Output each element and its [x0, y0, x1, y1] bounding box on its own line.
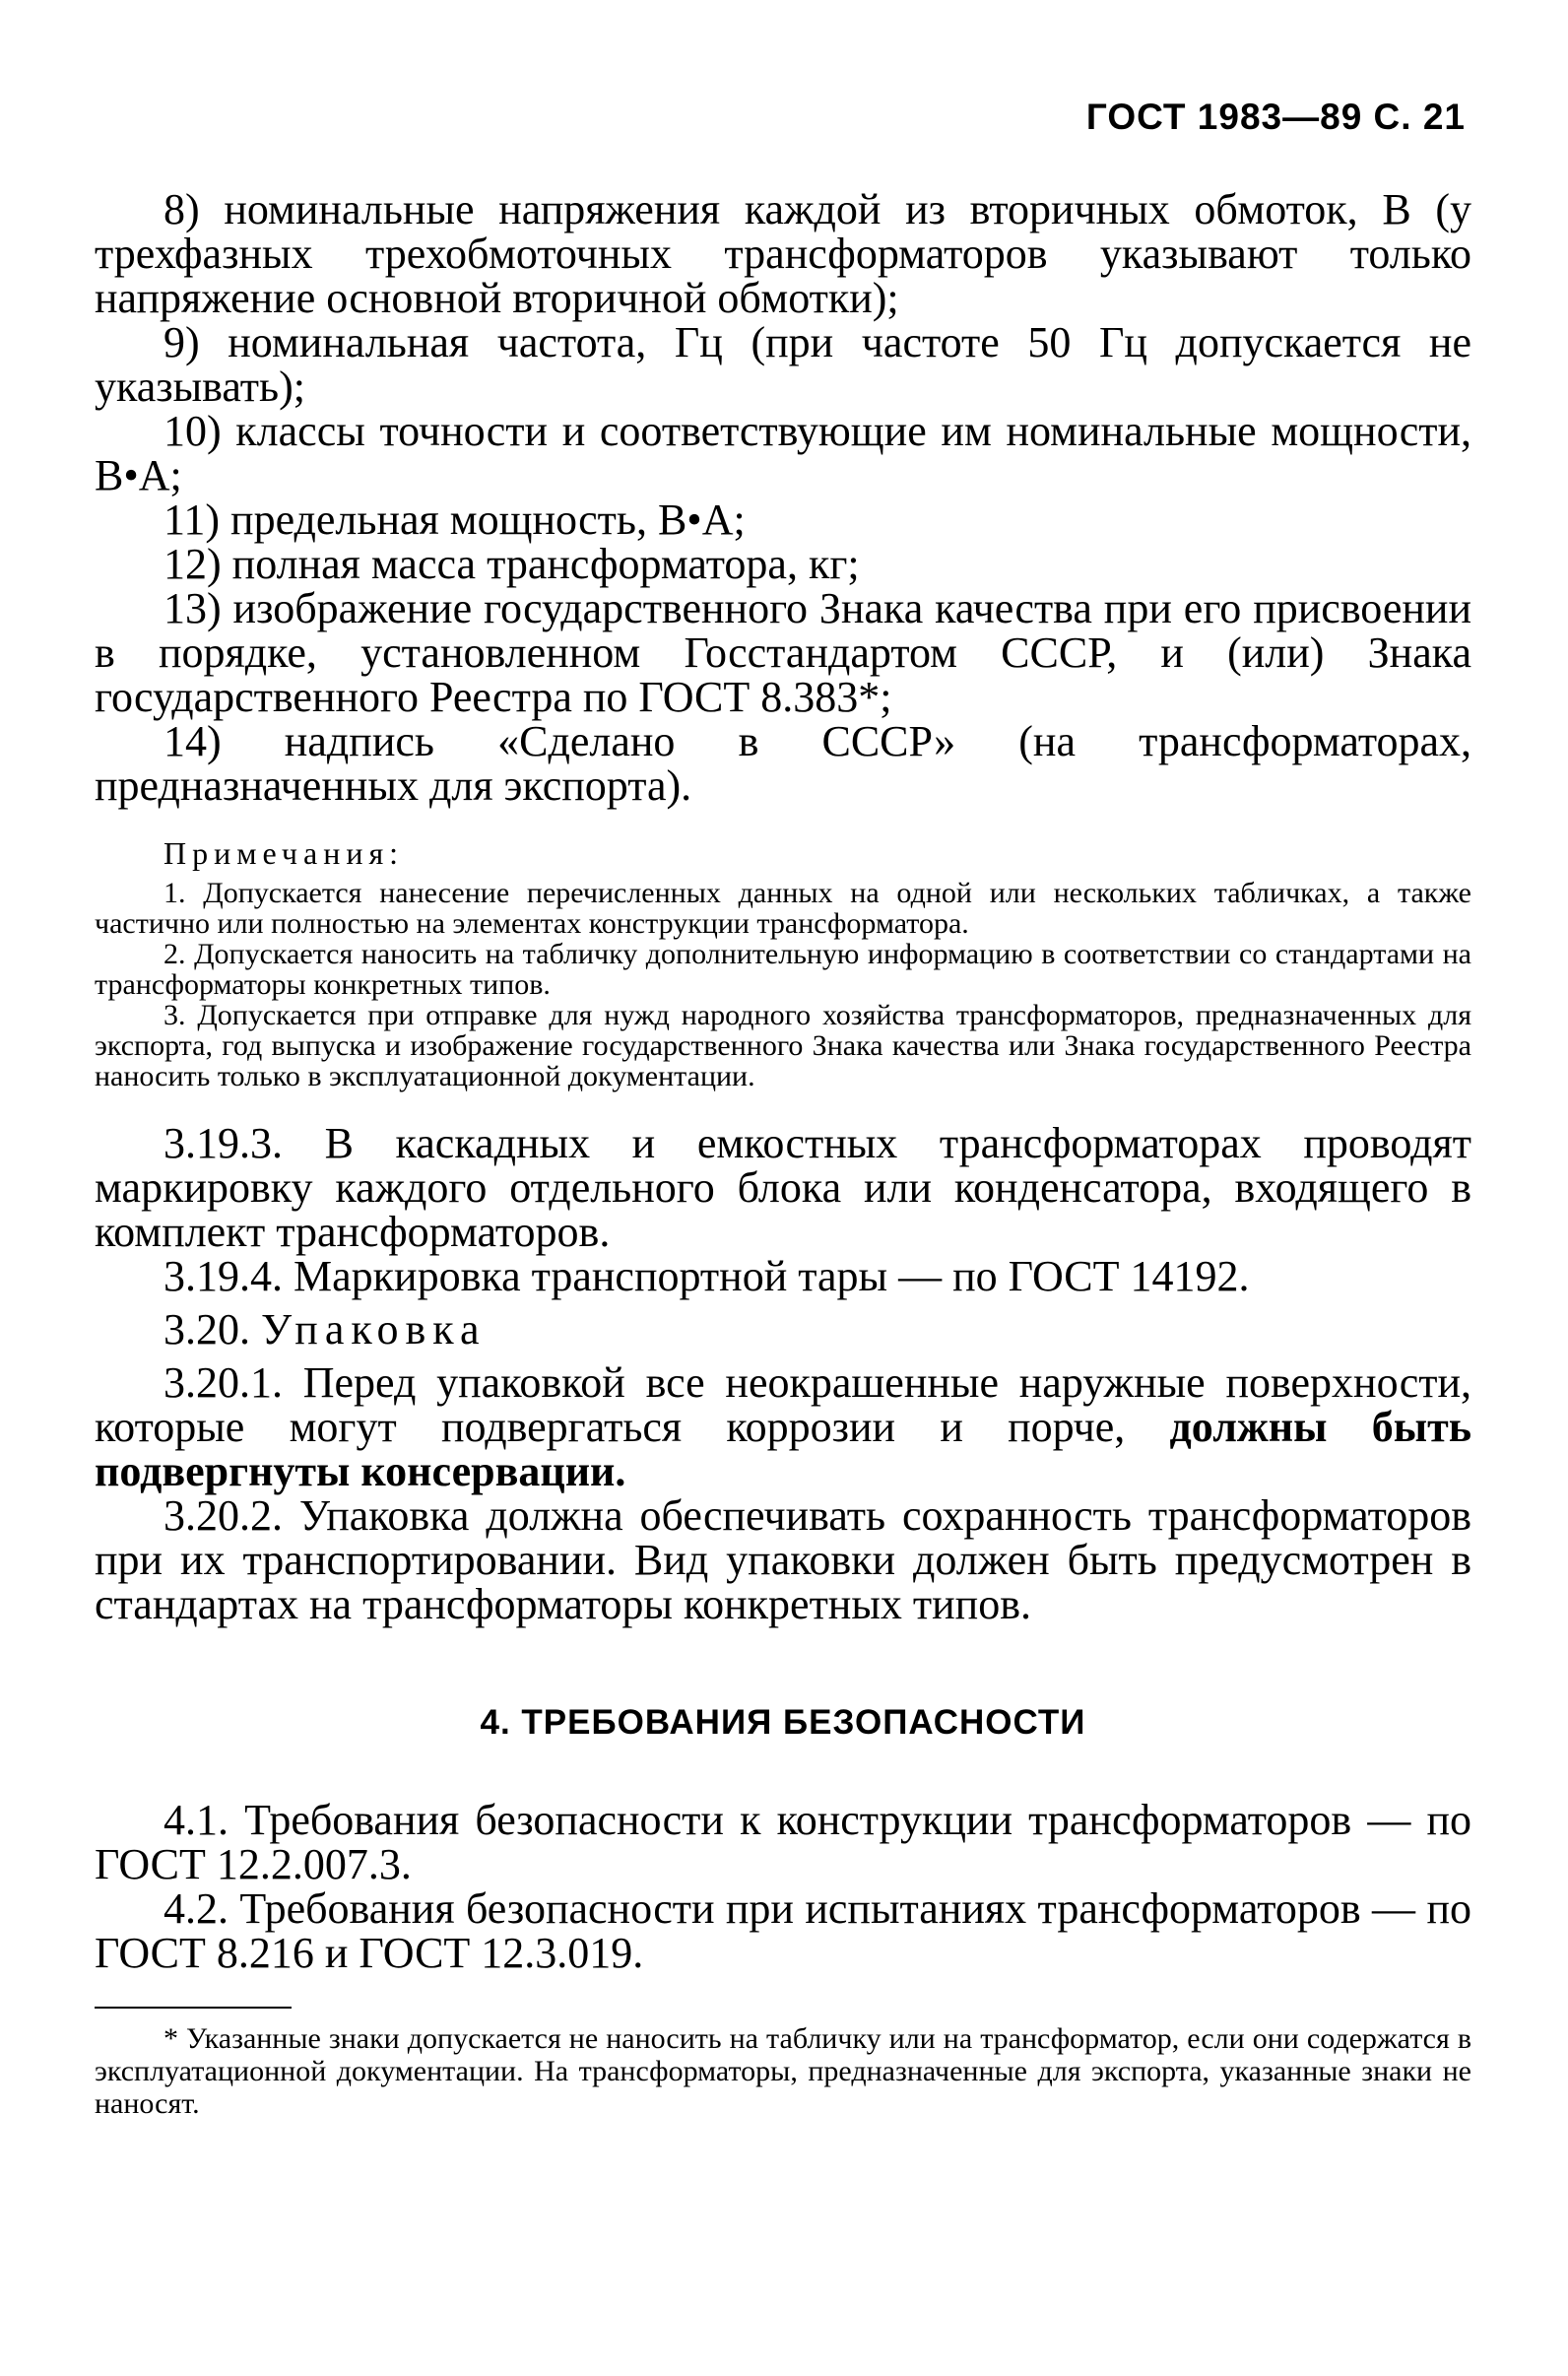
clause-4-1: 4.1. Требования безопасности к конструкции трансформаторов — по ГОСТ 12.2.007.3. [95, 1796, 1471, 1888]
clause-3-19-4: 3.19.4. Маркировка транспортной тары — по ГОСТ 14192. [163, 1252, 1250, 1300]
list-item-9: 9) номинальная частота, Гц (при частоте 50 Гц допускается не указывать); [95, 318, 1471, 411]
note-2: 2. Допускается наносить на табличку дополнительную информацию в соответствии со стандартами на трансформаторы конкретных типов. [95, 938, 1471, 1001]
list-item-12: 12) полная масса трансформатора, кг; [163, 540, 860, 588]
clause-3-20-number: 3.20. [163, 1305, 250, 1353]
clause-3-20-2: 3.20.2. Упаковка должна обеспечивать сохранность трансформаторов при их транспортировании. Вид упаковки должен быть предусмотрен в стандартах на трансформаторы конкретных типов. [95, 1491, 1471, 1628]
list-item-8: 8) номинальные напряжения каждой из вторичных обмоток, В (у трехфазных трехобмоточных трансформаторов указывают только напряжение основной вторичной обмотки); [95, 185, 1471, 322]
list-item-11: 11) предельная мощность, В•А; [163, 495, 746, 544]
clause-3-20-1 [95, 1360, 1471, 1493]
clause-3-19-3: 3.19.3. В каскадных и емкостных трансформаторах проводят маркировку каждого отдельного блока или конденсатора, входящего в комплект трансформаторов. [95, 1119, 1471, 1256]
clause-4-2: 4.2. Требования безопасности при испытаниях трансформаторов — по ГОСТ 8.216 и ГОСТ 12.3.019. [95, 1884, 1471, 1977]
section-4-title: 4. ТРЕБОВАНИЯ БЕЗОПАСНОСТИ [480, 1703, 1086, 1742]
note-3: 3. Допускается при отправке для нужд народного хозяйства трансформаторов, предназначенных для экспорта, год выпуска и изображение государственного Знака качества или Знака государственного Реестра наносить только в эксплуатационной документации. [95, 999, 1471, 1092]
footnote: * Указанные знаки допускается не наносить на табличку или на трансформатор, если они содержатся в эксплуатационной документации. На трансформаторы, предназначенные для экспорта, указанные знаки не наносят. [95, 2022, 1471, 2120]
note-1: 1. Допускается нанесение перечисленных данных на одной или нескольких табличках, а также частично или полностью на элементах конструкции трансформатора. [95, 877, 1471, 940]
page-header: ГОСТ 1983—89 С. 21 [1085, 97, 1466, 137]
clause-3-20-title: Упаковка [261, 1305, 487, 1353]
notes-title: Примечания: [163, 835, 405, 871]
clause-3-20-1-emphasis: должны быть подвергнуты консервации. [95, 1403, 1471, 1495]
clause-3-20-heading [95, 1307, 1471, 1352]
footnote-separator [95, 2007, 292, 2009]
page-body [95, 187, 1471, 2120]
list-item-10: 10) классы точности и соответствующие им номинальные мощности, В•А; [95, 407, 1471, 499]
clause-3-20-1-text: 3.20.1. Перед упаковкой все неокрашенные наружные поверхности, которые могут подвергаться коррозии и порче, [95, 1358, 1471, 1451]
list-item-14: 14) надпись «Сделано в СССР» (на трансформаторах, предназначенных для экспорта). [95, 717, 1471, 810]
list-item-13: 13) изображение государственного Знака качества при его присвоении в порядке, установленном Госстандартом СССР, и (или) Знака государственного Реестра по ГОСТ 8.383*; [95, 584, 1471, 721]
